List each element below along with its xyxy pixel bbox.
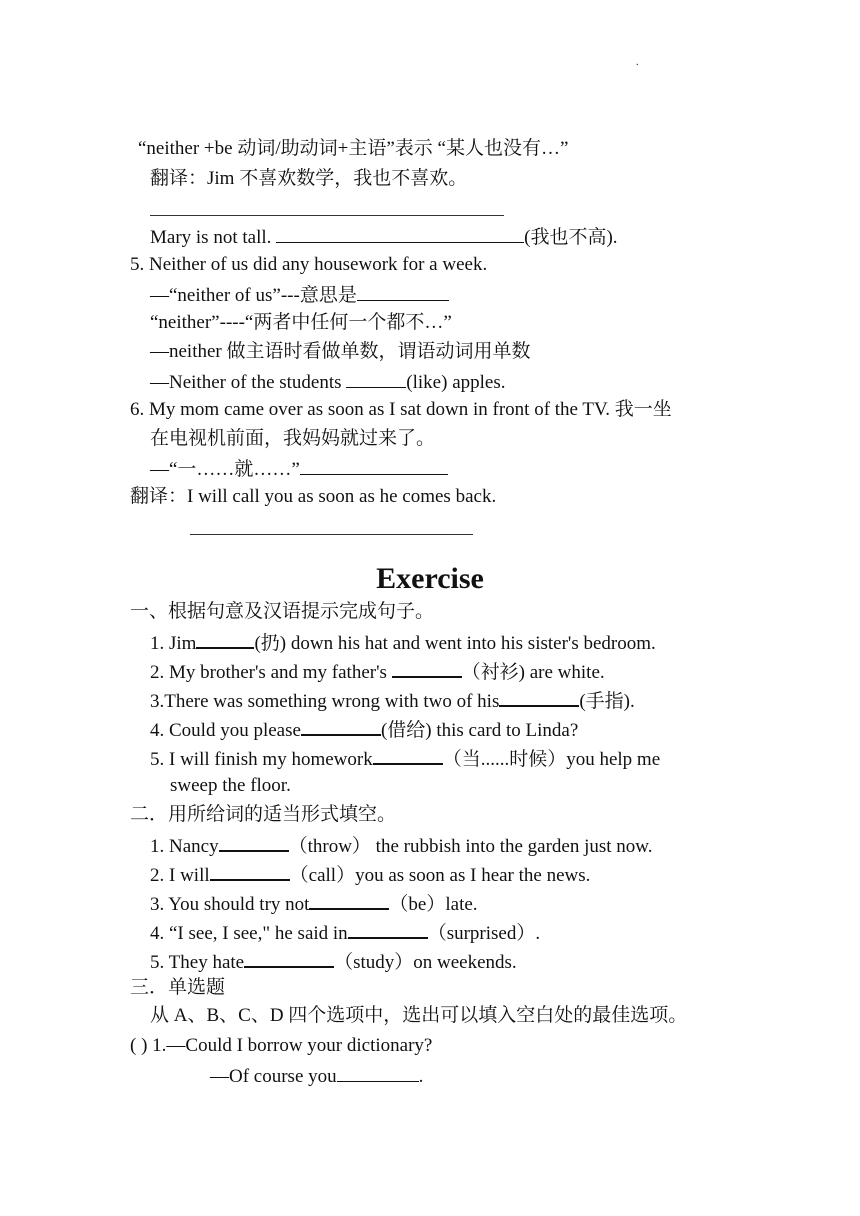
q-text: （call）you as soon as I hear the news. [289, 865, 591, 886]
q-text: （throw） the rubbish into the garden just now. [288, 836, 653, 857]
q-text: （study）on weekends. [334, 952, 517, 973]
part1-q1 [150, 630, 656, 655]
part2-q1 [150, 833, 653, 858]
blank [348, 920, 428, 939]
blank [301, 717, 381, 736]
item6-pattern [150, 457, 448, 481]
part3-heading: 三．单选题 [130, 977, 226, 998]
item5-sentence: 5. Neither of us did any housework for a week. [130, 254, 488, 275]
part2-q4 [150, 920, 540, 945]
q-text: 2. My brother's and my father's [150, 662, 392, 683]
blank [196, 630, 254, 649]
q-text: 1.—Could I borrow your dictionary? [152, 1035, 433, 1056]
q-text: （be）late. [389, 894, 478, 915]
part2-heading: 二．用所给词的适当形式填空。 [130, 804, 397, 825]
blank [300, 457, 448, 475]
part2-q2 [150, 862, 590, 887]
q-text: （surprised）. [427, 923, 541, 944]
part3-q1-answer [210, 1064, 423, 1088]
q-text: (手指). [579, 691, 635, 712]
blank [219, 833, 289, 852]
q-text: 5. They hate [150, 952, 245, 973]
item5-line3: —neither 做主语时看做单数，谓语动词用单数 [150, 341, 531, 362]
blank [373, 746, 443, 765]
part1-q5 [150, 746, 660, 771]
item5-line2: “neither”----“两者中任何一个都不…” [150, 312, 452, 333]
mary-sentence-hint: (我也不高). [524, 227, 618, 248]
part3-q1 [130, 1035, 432, 1057]
neither-rule-text: “neither +be 动词/助动词+主语”表示 “某人也没有…” [138, 138, 569, 159]
part1-q2 [150, 659, 605, 684]
blank [244, 949, 334, 968]
item6-sentence: 6. My mom came over as soon as I sat down in front of the TV. 我一坐 [130, 399, 672, 420]
item5-line1 [150, 283, 449, 307]
q-text: 4. Could you please [150, 720, 301, 741]
q-text: (借给) this card to Linda? [380, 720, 579, 741]
item5-line4 [150, 370, 505, 394]
q-text: (扔) down his hat and went into his sister's bedroom. [254, 633, 656, 654]
mary-sentence-start: Mary is not tall. [150, 227, 272, 248]
blank [346, 370, 406, 388]
item5-line4-start: —Neither of the students [150, 372, 342, 393]
item6-pattern-text: —“一……就……” [150, 459, 300, 480]
part2-q5 [150, 949, 517, 974]
part1-q3 [150, 688, 635, 713]
q-text: （衬衫) are white. [461, 662, 605, 683]
answer-bracket: ( ) [130, 1035, 148, 1056]
q-text: （当......时候）you help me [442, 749, 661, 770]
part1-q5-continuation: sweep the floor. [170, 775, 291, 796]
q-text: —Of course you [210, 1066, 337, 1087]
translate-prompt-jim: 翻译：Jim 不喜欢数学，我也不喜欢。 [150, 168, 468, 189]
blank [276, 225, 524, 243]
answer-line [150, 215, 504, 216]
q-text: 2. I will [150, 865, 210, 886]
part1-heading: 一、根据句意及汉语提示完成句子。 [130, 601, 435, 622]
item6-translate: 翻译：I will call you as soon as he comes back. [130, 486, 497, 507]
exercise-title: Exercise [376, 562, 484, 595]
q-text: 5. I will finish my homework [150, 749, 373, 770]
q-text: 1. Jim [150, 633, 197, 654]
q-text: . [418, 1066, 424, 1087]
blank [210, 862, 290, 881]
item6-continuation: 在电视机前面，我妈妈就过来了。 [150, 428, 436, 449]
blank [337, 1064, 419, 1082]
mary-sentence [150, 225, 618, 249]
q-text: 4. “I see, I see," he said in [150, 923, 348, 944]
corner-dot: . [636, 57, 639, 68]
blank [357, 283, 449, 301]
item5-line1-text: —“neither of us”---意思是 [150, 285, 357, 306]
part1-q4 [150, 717, 578, 742]
blank [392, 659, 462, 678]
part3-instruction: 从 A、B、C、D 四个选项中，选出可以填入空白处的最佳选项。 [150, 1005, 688, 1026]
blank [309, 891, 389, 910]
answer-line [190, 534, 473, 535]
part2-q3 [150, 891, 478, 916]
item5-line4-end: (like) apples. [406, 372, 506, 393]
q-text: 1. Nancy [150, 836, 219, 857]
q-text: 3. You should try not [150, 894, 310, 915]
blank [499, 688, 579, 707]
q-text: 3.There was something wrong with two of his [150, 691, 500, 712]
